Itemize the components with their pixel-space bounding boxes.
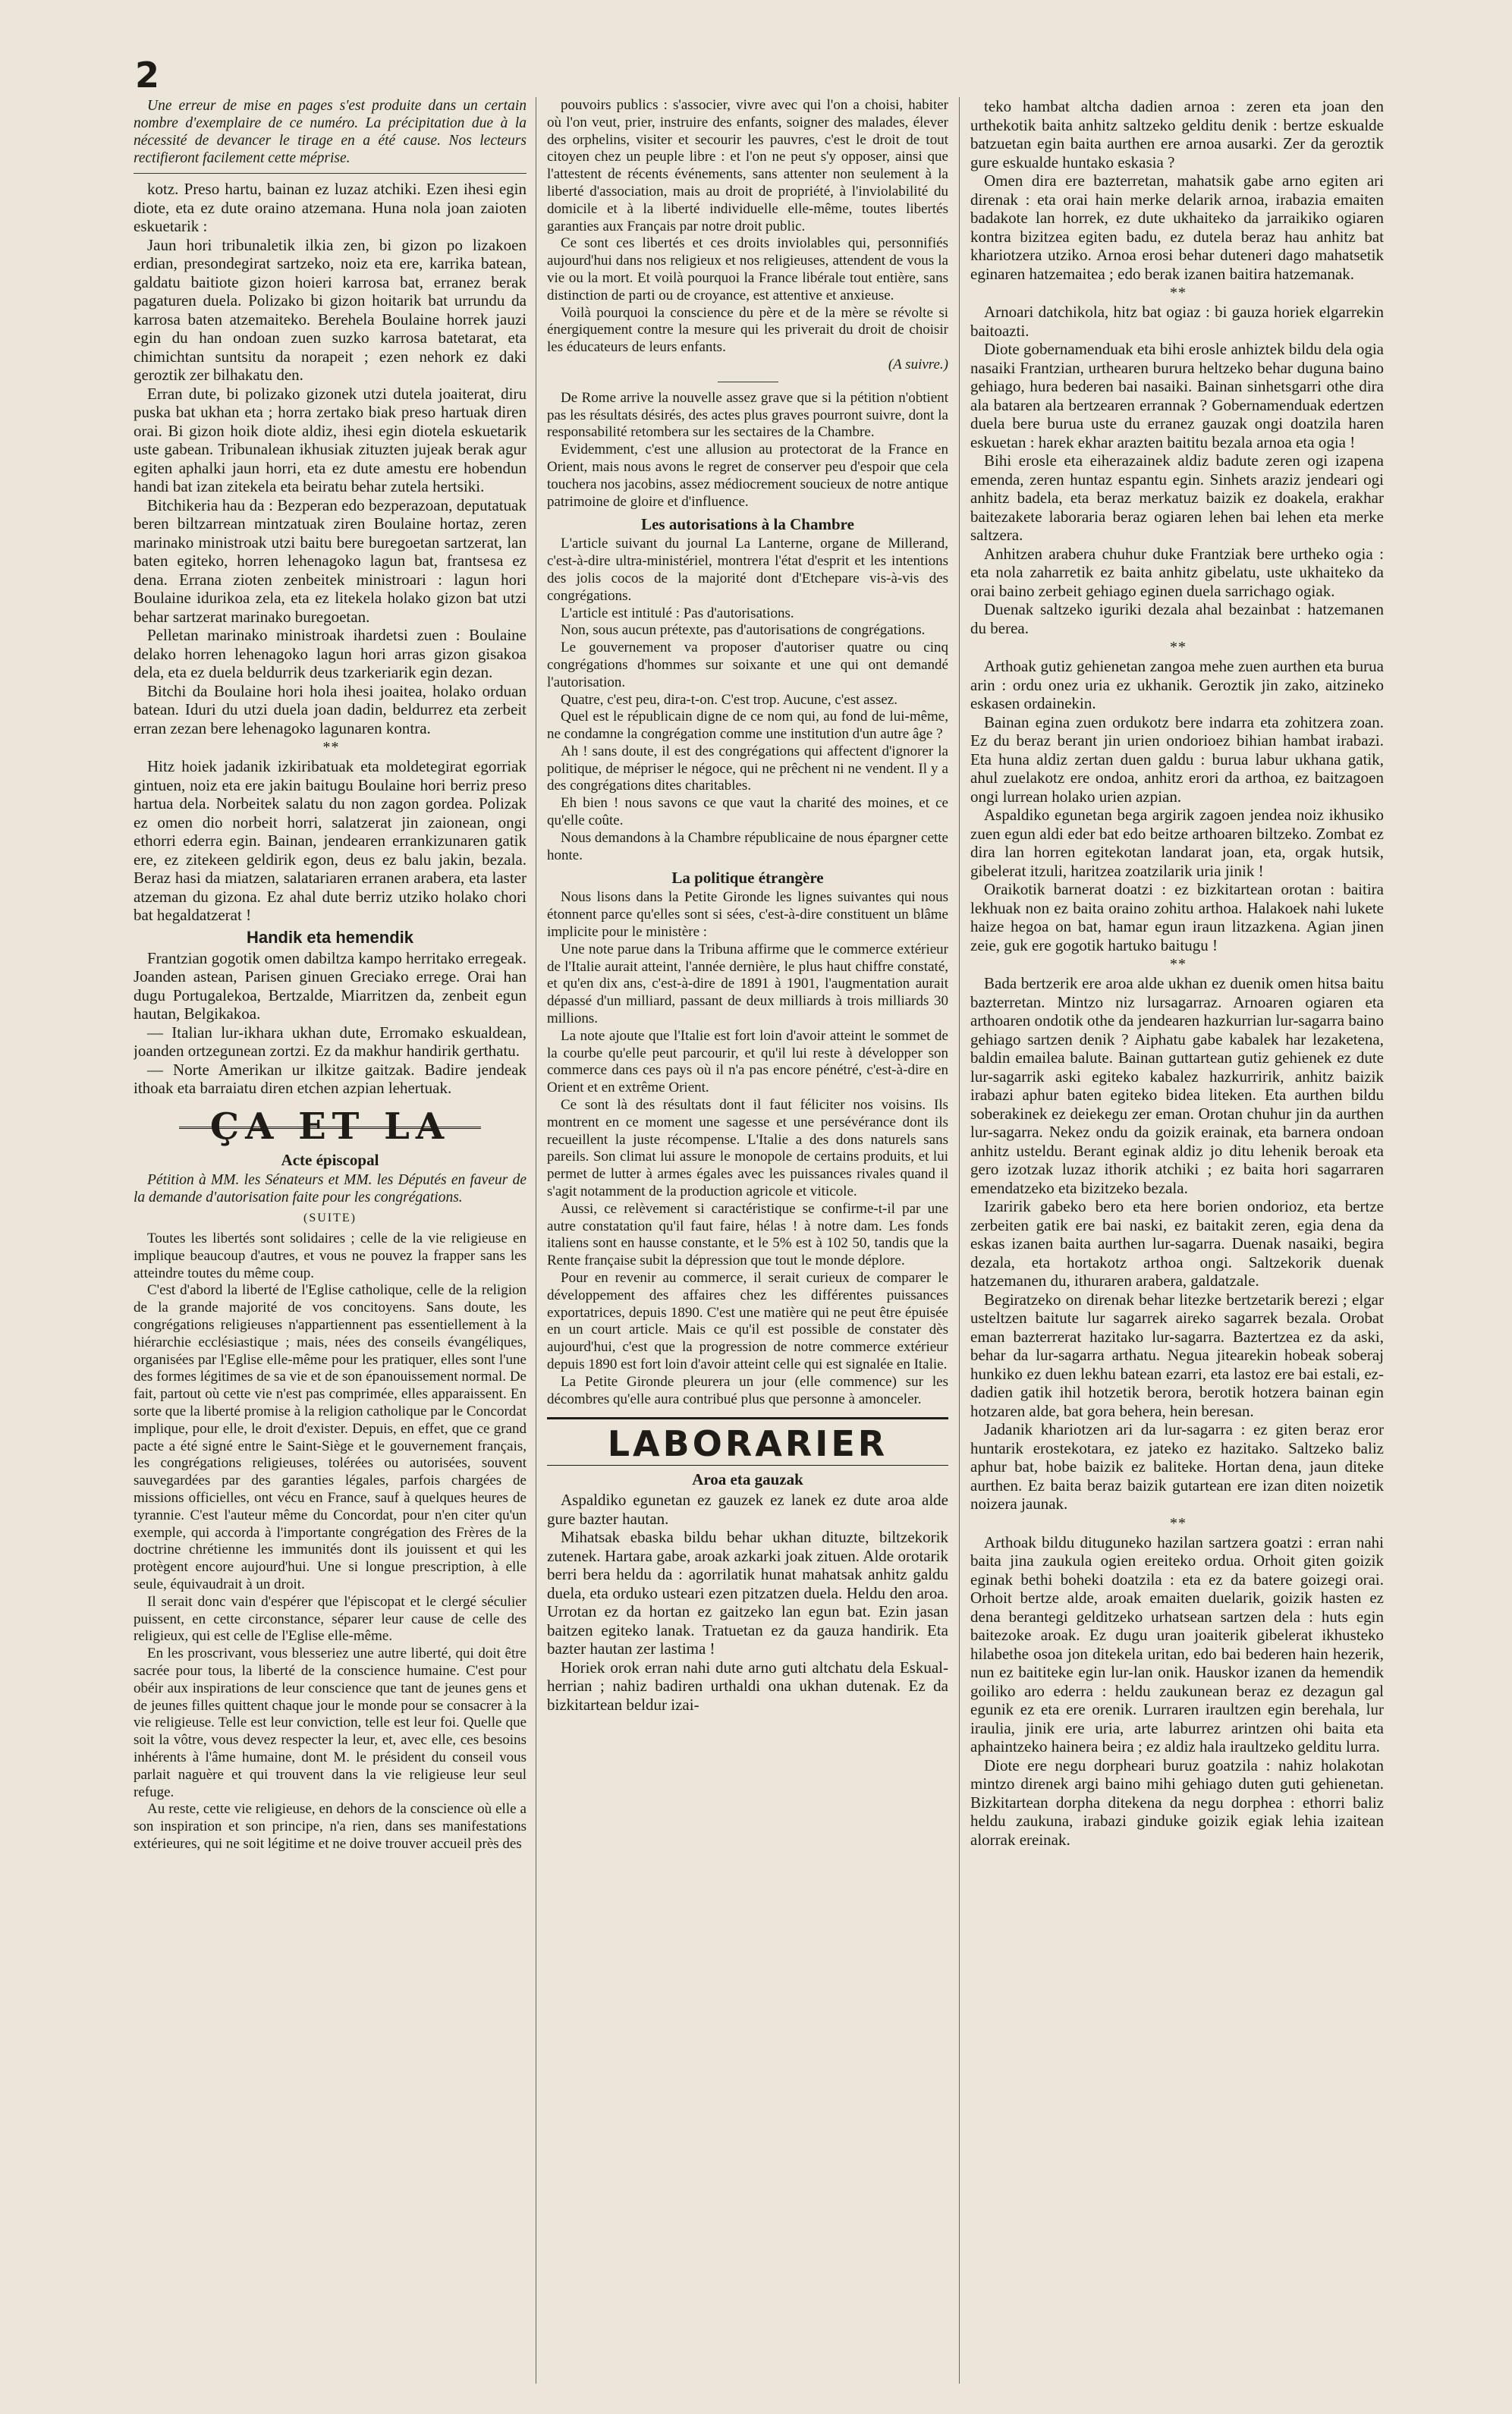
paragraph: Bihi erosle eta eiherazainek aldiz badute zeren ogi izapena emenda, zeren huntaz espantu egin. Sinhets araziz jendeari ogi anhitz badela, eta beraz merkatuz baizik ez doakela, erakhar baitezakete laboraria beraz ogiaren lehen bai lehen eta merke saltzera. [970,451,1384,544]
paragraph: pouvoirs publics : s'associer, vivre avec qui l'on a choisi, habiter où l'on veut, prier, instruire des enfants, soigner des malades, élever des orphelins, visiter et secourir les pauvres, c'est le droit de tout citoyen chez un peuple libre : et l'on ne peut s'y opposer, ainsi que l'attestent de récents événements, sans attenter non seulement à la liberté d'association, mais au droit de propriété, à l'inviolabilité du domicile et à la liberté individuelle elle-même, toutes libertés garanties aux Français par notre droit public. [547,97,948,234]
page-number: 2 [135,55,160,96]
paragraph: — Norte Amerikan ur ilkitze gaitzak. Badire jendeak ithoak eta barraiatu diren etchen azpian lehertuak. [134,1060,527,1097]
asterism: * * [1170,284,1184,301]
paragraph: Diote gobernamenduak eta bihi erosle anhiztek bildu dela ogia nasaiki Frantzian, urthearen burura heltzeko behar duguna baino gehiago, hura bederen bai nasaiki. Bainan sinhetsgarri othe dira ala bataren ala bertzearen errannak ? Gobernamenduak edertzen duela bere burua uste du erranez gauzak ongi doatzila haren eskuetan : harek ekhar arazten baititu bezala arnoa eta ogia ! [970,340,1384,451]
section-heading: La politique étrangère [671,869,824,888]
paragraph: Aspaldiko egunetan bega argirik zagoen jendea noiz ikhusiko zuen egun aldi eder bat edo beitze arthoaren biltzeko. Zombat ez dira lan horren egitekotan landarat joan, eta, orgak hutsik, gibelerat itzuli, haritzea zoatzilarik uria jinik ! [970,806,1384,880]
paragraph: Pelletan marinako ministroak ihardetsi zuen : Boulaine delako horren lehenagoko lagun hori arras gizon gisakoa dela, eta ez duela beldurrik deus tzarkeriarik egin dezan. [134,626,527,681]
asterism: * * [322,739,338,756]
paragraph: Bada bertzerik ere aroa alde ukhan ez duenik omen hitsa baitu bazterretan. Mintzo niz lursagarraz. Arnoaren ogiaren eta arthoaren ondotik othe da jendearen hazkurrian lur-sagarra baino gehiago sartzen denik ? Aiphatu gabe kabalek har lezaketena, baldin emailea balute. Bainan guttartean gutiz gehienek ez dute lur-sagarrik aski egiteko kabalez hazkurririk, anhitz baizik irabazi aphur baten egiteko bidea liteken. Eta aurthen bildu soberakinek ez deiekegu zer eman. Orotan chuhur jin da aurthen lur-sagarra. Nekez ondu da goizik erainak, eta barnera ondoan anhitz usteldu. Berant eginak aldiz jo ditu lehenik beroak eta gero izotzak luzaz ithorik atchiki ; ez baita hori sagarraren emendatzeko eta bizitzeko bezala. [970,974,1384,1197]
section-masthead-laborarier: LABORARIER [547,1417,948,1466]
paragraph: Nous lisons dans la Petite Gironde les lignes suivantes qui nous étonnent parce qu'elles sont si sées, c'est-à-dire constituent un blâme implicite pour le ministère : [547,889,948,941]
paragraph: Evidemment, c'est une allusion au protectorat de la France en Orient, mais nous avons le regret de conserver peu d'espoir que cela touchera nos jacobins, assez médiocrement soucieux de notre antique patrimoine de gloire et d'influence. [547,442,948,510]
paragraph: La note ajoute que l'Italie est fort loin d'avoir atteint le sommet de la courbe qu'elle peut parcourir, et qu'il lui reste à développer son commerce dans ces pays où il n'a pas encore pénétré, c'est-à-dire en Orient et en extrême Orient. [547,1027,948,1096]
columns [134,97,1451,2384]
paragraph: Hitz hoiek jadanik izkiribatuak eta moldetegirat egorriak gintuen, noiz eta ere jakin baitugu Boulaine hori berriz preso hartua dela. Norbeitek salatu du non zagon gordea. Polizak ez omen dio norbeit horri, salatzerat jin zaionean, ongi ethorri ederra egin. Bainan, jendearen errankizunaren gatik ere, ez zitekeen geldirik egon, deus ez balu jakin, bezala. Beraz hasi da miatzen, salatariaren erranen arabera, eta laster atzeman du gizona. Ez ahal dute berriz utziko holako chori bat hegaldatzerat ! [134,757,527,924]
paragraph: Bitchikeria hau da : Bezperan edo bezperazoan, deputatuak beren biltzarrean mintzatuak ziren Boulaine hortaz, zeren marinako ministroak utzi baitu bere buregoetan sartzerat, lan baten egiteko, horren lehenagoko lagun bat, frantsesa ez dena. Errana zioten zenbeitek ministroari : lagun hori Boulaine idurikoa zela, eta ez litekela holako gizon bat utzi behar sartzerat marinako buregoetan. [134,495,527,626]
petition-subtitle: Pétition à MM. les Sénateurs et MM. les Députés en faveur de la demande d'autorisation faite pour les congrégations. [134,1171,527,1205]
asterism: * * [1170,1514,1184,1532]
paragraph: Arthoak gutiz gehienetan zangoa mehe zuen aurthen eta burua arin : ordu onez uria ez ukhanik. Geroztik jin zako, aitzineko eskasen ordainekin. [970,657,1384,712]
paragraph: Horiek orok erran nahi dute arno guti altchatu dela Eskual-herrian ; nahiz badiren urthaldi ona ukhan dutenak. Ez da bizkitartean beldur izai- [547,1658,948,1714]
paragraph: Voilà pourquoi la conscience du père et de la mère se révolte si énergiquement contre la mesure qui les priverait du droit de choisir les éducateurs de leurs enfants. [547,304,948,356]
section-heading: Les autorisations à la Chambre [641,515,854,534]
paragraph: Quel est le républicain digne de ce nom qui, au fond de lui-même, ne condamne la congrégation comme une institution d'un autre âge ? [547,709,948,743]
column-3 [959,97,1384,2384]
paragraph: Frantzian gogotik omen dabiltza kampo herritako erregeak. Joanden astean, Parisen ginuen Greciako errege. Orai han dugu Portugalekoa, Bertzalde, Miarritzen da, zenbeit egun hautan, Belgikakoa. [134,948,527,1023]
erratum-notice: Une erreur de mise en pages s'est produite dans un certain nombre d'exemplaire de ce numéro. La précipitation due à la nécessité de devancer le tirage en a été cause. Nos lecteurs rectifieront facilement cette méprise. [134,98,527,166]
paragraph: Erran dute, bi polizako gizonek utzi dutela joaiterat, diru puska bat ukhan eta ; horra zertako biak preso hartuak diren orai. Bi gizon hoik diote aldiz, ihesi egin diotela eskuetarik uste gabean. Tribunalean ikhusiak zituzten jujeak berak agur egiten aphalki jaun horri, eta ez dute amestu ere hobendun handi bat izan zitekela eta beiratu behar zutela hertsiki. [134,384,527,495]
paragraph: Bitchi da Boulaine hori hola ihesi joaitea, holako orduan batean. Iduri du utzi duela joan dadin, beldurrez eta zerbeit erran zezan bere lehenagoko lagunaren kontra. [134,681,527,737]
paragraph: Ce sont là des résultats dont il faut féliciter nos voisins. Ils montrent en ce moment une sagesse et une persévérance dont ils recueillent la juste récompense. L'Italie a des dons naturels sans pareils. Son climat lui assure le monopole de certains produits, et lui permet de lutter à armes égales avec les puissances rivales quand il s'agit notamment de la production agricole et viticole. [547,1097,948,1200]
section-heading: Handik eta hemendik [246,927,414,947]
divider [134,173,527,174]
paragraph: Anhitzen arabera chuhur duke Frantziak bere urtheko ogia : eta nola zaharretik ez baita anhitz gibelatu, uste ukhaiteko da orai baino zerbeit gehiago eginen duela sarrichago ogiak. [970,544,1384,600]
paragraph: En les proscrivant, vous blesseriez une autre liberté, qui doit être sacrée pour tous, la liberté de la conscience humaine. C'est pour obéir aux inspirations de leur conscience que tant de jeunes gens et de jeunes filles quittent chaque jour le monde pour se consacrer à la vie religieuse. Telle est leur conviction, telle est leur foi. Quelle que soit la vôtre, vous devez respecter la leur, et, avec elle, ces besoins inhérents à l'âme humaine, dont M. le président du conseil vous parlait naguère et qui trouvent dans la vie religieuse leur seul refuge. [134,1645,527,1800]
paragraph: Eh bien ! nous savons ce que vaut la charité des moines, et ce qu'elle coûte. [547,795,948,829]
paragraph: Jadanik khariotzen ari da lur-sagarra : ez giten beraz eror huntarik erostekotara, ez jateko ez hazitako. Saltzeko baliz aphur bat, hobe baizik ez baliteke. Hortan dena, jaun diteke aurthen. Ez baita beraz baizik gutartean ere izan diten noizetik noizera jaunak. [970,1420,1384,1513]
paragraph: Ce sont ces libertés et ces droits inviolables qui, personnifiés aujourd'hui dans nos religieux et nos religieuses, attendent de vous la vie ou la mort. Et voilà pourquoi la France libérale tout entière, sans distinction de parti ou de croyance, est attentive et anxieuse. [547,235,948,303]
paragraph: — Italian lur-ikhara ukhan dute, Erromako eskualdean, joanden ortzegunean zortzi. Ez da makhur handirik gerthatu. [134,1023,527,1060]
asterism: * * [1170,639,1184,655]
paragraph: Omen dira ere bazterretan, mahatsik gabe arno egiten ari direnak : eta orai hain merke delarik arnoa, irabazia emaiten badakote lan horrek, ez dute ukhaiteko da jarraikiko ogiaren kontra bizitzea egiten badu, ez dutela beraz hau anhitz bat khariotzera utziko. Arnoa erosi behar duteneri dago mahatsetik eginaren hatzemaitea ; edo berak izanen baitira hatzemanak. [970,171,1384,283]
paragraph: Il serait donc vain d'espérer que l'épiscopat et le clergé séculier puissent, en cette circonstance, séparer leur cause de celle des religieux, qui est celle de l'Eglise elle-même. [134,1593,527,1645]
paragraph: Jaun hori tribunaletik ilkia zen, bi gizon po lizakoen erdian, presondegirat sartzeko, noiz eta ere, karrika batean, galdatu baitiote gizon hoieri karrosa bat, erranez berak pagaturen duela. Polizako bi gizon hoitarik bat urrundu da karrosa baten atzemaiteko. Berehela Boulaine horrek jauzi egin du han ondoan zuen suzko karrosa batetarat, eta chimichtan suntsitu da norapeit ; ezen nehork ez daki geroztik zer bilhakatu den. [134,235,527,384]
paragraph: C'est d'abord la liberté de l'Eglise catholique, celle de la religion de la grande majorité de vos concitoyens. Sans doute, les congrégations religieuses n'appartiennent pas essentiellement à la hiérarchie ecclésiastique ; mais, nées des conseils évangéliques, organisées par l'Eglise elle-même pour les pratiquer, elles sont l'une des formes légitimes de sa vie et de son épanouissement normal. De fait, partout où cette vie n'est pas comprimée, elles apparaissent. En sorte que la liberté promise à la religion catholique par le Concordat implique, pour elle, le droit d'exister. Depuis, en effet, que ce grand pacte a été signé entre le Saint-Siège et le gouvernement français, les congrégations religieuses, tolérées ou autorisées, souvent sauvegardées par des garanties légales, parfois chargées de missions officielles, ont vécu en France, sauf à quelques heures de tyrannie. C'est l'auteur même du Concordat, pour n'en citer qu'un exemple, qui accorda à l'importante congrégation des Frères de la doctrine chrétienne les immunités dont ils jouissent et qui les protègent encore aujourd'hui. Une si longue prescription, à elle seule, équivaudrait à un droit. [134,1282,527,1592]
paragraph: Mihatsak ebaska bildu behar ukhan dituzte, biltzekorik zutenek. Hartara gabe, aroak azkarki joak zituen. Alde orotarik berri bera heldu da : agorrilatik hunat mahatsak anhitz galdu duela, eta orduko usteari ezen pitzatzen duela. Heldu den aroa. Urrotan ez da hortan ez gaitzeko lan egun bat. Ezin jasan baitzen egiteko lanak. Tratuetan ez da gauza handirik. Eta bazter hautan zer lastima ! [547,1528,948,1658]
paragraph: Diote ere negu dorpheari buruz goatzila : nahiz holakotan mintzo direnek argi baino mihi gehiago duten guti gehienetan. Bizkitartean dorpha ditekena da negu dorphea : ethorri baliz heldu zaukuna, irabazi ginduke goizik egiak lehia izaitean alorrak ereinak. [970,1755,1384,1849]
paragraph: Nous demandons à la Chambre républicaine de nous épargner cette honte. [547,829,948,863]
paragraph: Non, sous aucun prétexte, pas d'autorisations de congrégations. [561,622,926,639]
paragraph: Quatre, c'est peu, dira-t-on. C'est trop. Aucune, c'est assez. [561,691,897,708]
paragraph: Ah ! sans doute, il est des congrégations qui affectent d'ignorer la politique, de mépriser le négoce, qui ne prêchent ni ne vendent. Il y a des congrégations dites charitables. [547,743,948,794]
suite-label: (SUITE) [303,1211,357,1224]
paragraph: Arthoak bildu dituguneko hazilan sartzera goatzi : erran nahi baita jina zaukula ogien ereiteko ordua. Orhoit giten goizik eginak bethi boheki doatzila : eta ez da batere goizegi orai. Orhoit bertze alde, aroak emaiten duelarik, goizik hasten ez dena berantegi gelditzeko urhatsean sartzen dela : huts egin baitezoke aroak. Ez dugu uran joaiterik gibelerat ikhusteko hilabethe osoa jon ditekela uritan, edo bai bederen hain hezerik, nun ez baititeke egin lur-lan onik. Hauskor izanen da hemendik goiliko aro ederra : heldu zaukunean beraz ez dezagun gal egunik ez eta ere orenik. Lurraren iraultzen egin berehala, lur iraulia, jinik ere uria, arte laburrez arintzen ohi baita eta aphaintzeko hainera beira ; ez aldiz hala iraultzeko gelditu lurra. [970,1532,1384,1755]
paragraph: Aspaldiko egunetan ez gauzek ez lanek ez dute aroa alde gure bazter hautan. [547,1491,948,1528]
column-1 [134,97,536,2384]
paragraph: Arnoari datchikola, hitz bat ogiaz : bi gauza horiek elgarrekin baitoazti. [970,303,1384,340]
paragraph: Pour en revenir au commerce, il serait curieux de comparer le développement des affaires chez les différentes puissances exportatrices, depuis 1890. C'est une matière qui ne peut être épuisée en un court article. Mais ce qu'il est possible de constater dès aujourd'hui, c'est que la progression de notre commerce extérieur depuis 1890 est fort loin d'avoir atteint celle qui est signalée en Italie. [547,1270,948,1372]
column-2 [536,97,959,2384]
paragraph: Une note parue dans la Tribuna affirme que le commerce extérieur de l'Italie aurait atteint, l'année dernière, le plus haut chiffre constaté, et qu'en dix ans, c'est-à-dire de 1891 à 1901, l'augmentation aurait dépassé d'un milliard, passant de deux milliards à trois milliards 30 millions. [547,941,948,1027]
paragraph: Le gouvernement va proposer d'autoriser quatre ou cinq congrégations d'hommes sur soixante et une qui ont demandé l'autorisation. [547,640,948,690]
paragraph: Oraikotik barnerat doatzi : ez bizkitartean orotan : baitira lekhuak non ez baita oraino zohitu arthoa. Halakoek nahi lukete haize hegoa on bat, hamar egun iraun litzazkena. Agian jinen zeie, guk ere gogotik hartuko baitugu ! [970,880,1384,954]
section-masthead-ca-et-la: ÇA ET LA [134,1107,527,1146]
paragraph: Au reste, cette vie religieuse, en dehors de la conscience où elle a son inspiration et son principe, n'a rien, dans ses manifestations extérieures, qui ne soit légitime et ne doive trouver accueil près des [134,1801,527,1852]
paragraph: Begiratzeko on direnak behar litezke bertzetarik berezi ; elgar usteltzen baitute lur sagarrek aireko sagarrek bezala. Orobat eman bazterrerat hazitako lur-sagarra. Baztertzea ez da aski, behar da lur-sagarra arthatu. Negua jitearekin hobeak soberaj hunkiko ez duen lekhu batean ezarri, eta lastoz ere bai estali, ez-dadien gatik ihil hotzetik berora, berotik hotzera bainan egin hotzaren alde, bat gora behera, hein beresan. [970,1290,1384,1420]
paragraph: teko hambat altcha dadien arnoa : zeren eta joan den urthekotik baita anhitz saltzeko gelditu denik : bertze eskualde batzuetan egin baita aurthen ere arnoa ausarki. Zer da geroztik gure eskualde huntako eskasia ? [970,97,1384,171]
paragraph: De Rome arrive la nouvelle assez grave que si la pétition n'obtient pas les résultats désirés, des actes plus graves pourront suivre, dont la responsabilité retombera sur les sectaires de la Chambre. [547,389,948,441]
paragraph: L'article suivant du journal La Lanterne, organe de Millerand, c'est-à-dire ultra-ministériel, montrera l'état d'esprit et les intentions des jolis cocos de la majorité dont d'Etchepare vis-à-vis des congrégations. [547,536,948,604]
paragraph: kotz. Preso hartu, bainan ez luzaz atchiki. Ezen ihesi egin diote, eta ez dute oraino atzemana. Huna nola joan zaioten eskuetarik : [134,180,527,235]
paragraph: La Petite Gironde pleurera un jour (elle commence) sur les décombres qu'elle aura contribué plus que personne à amonceler. [547,1373,948,1407]
paragraph: L'article est intitulé : Pas d'autorisations. [561,605,794,621]
paragraph: Toutes les libertés sont solidaires ; celle de la vie religieuse en implique beaucoup d'autres, et vous ne pouvez la frapper sans les atteindre toutes du même coup. [134,1231,527,1281]
paragraph: Izaririk gabeko bero eta here borien ondorioz, eta bertze zerbeiten gatik ere bai naski, ez baitakit zeren, egia dena da eskas izanen baita aurthen lur-sagarra. Duenak nasaiki, begira dezala, eta hortakotz arthoa ongi. Saltzekorik duenak hatzemanen du, ithuraren arabera, galdatzale. [970,1197,1384,1290]
paragraph: Aussi, ce relèvement si caractéristique se confirme-t-il par une autre constatation qu'il faut faire, hélas ! à notre dam. Les fonds italiens sont en hausse constante, et le 5% est à 102 50, tandis que la Rente française subit la dépression que tout le monde déplore. [547,1200,948,1269]
to-be-continued: (A suivre.) [888,356,948,372]
article-title: Acte épiscopal [281,1150,379,1169]
paragraph: Duenak saltzeko iguriki dezala ahal bezainbat : hatzemanen du berea. [970,600,1384,637]
paragraph: Bainan egina zuen ordukotz bere indarra eta zohitzera zoan. Ez du beraz berant jin urien ondorioez bihian hambat irabazi. Eta huna aldiz zertan duen galdu : burua labur ukhana gatik, ahul zuelakotz ere ondoa, anhitz erori da arthoa, ez baitzagoen ongi lurrean holako urien azpian. [970,712,1384,806]
asterism: * * [1170,956,1184,973]
section-heading: Aroa eta gauzak [692,1470,803,1489]
